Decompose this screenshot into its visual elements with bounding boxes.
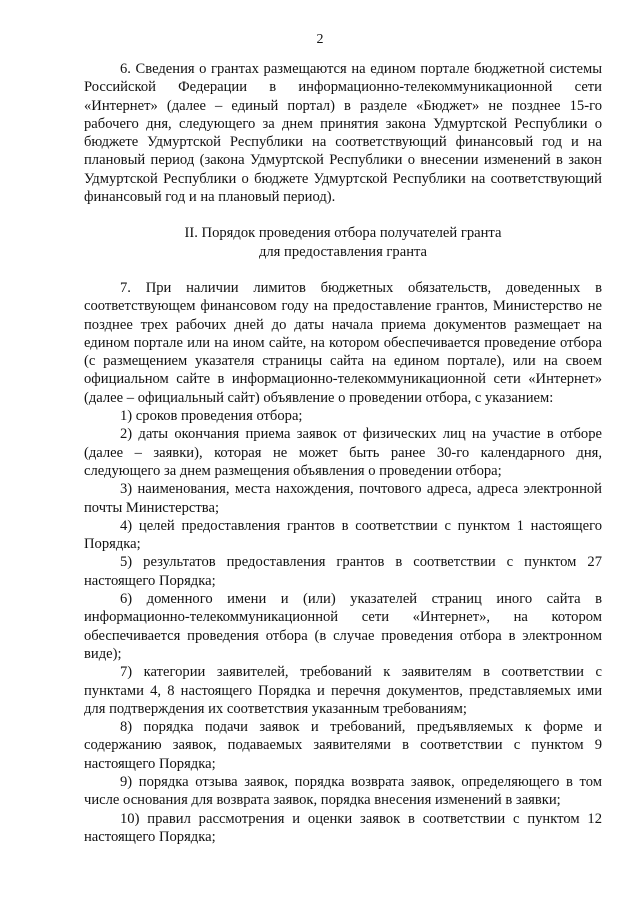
list-item-7: 7) категории заявителей, требований к заявителям в соответствии с пунктами 4, 8 настоящего Порядка и перечня документов, представляемых ими для подтверждения их соответствия указанным требованиям; <box>84 664 602 717</box>
list-item-6: 6) доменного имени и (или) указателей страниц иного сайта в информационно-телекоммуникационной сети «Интернет», на котором обеспечивается проведения отбора (в случае проведения отбора в электронном виде); <box>84 591 602 662</box>
section-heading-line-2: для предоставления гранта <box>258 243 428 260</box>
list-item-3: 3) наименования, места нахождения, почтового адреса, адреса электронной почты Министерства; <box>84 481 602 516</box>
paragraph-7: 7. При наличии лимитов бюджетных обязательств, доведенных в соответствующем финансовом году на предоставление грантов, Министерство не позднее трех рабочих дней до даты начала приема документов размещает на едином портале или на ином сайте, на котором обеспечивается проведение отбора (с размещением указателя страницы сайта на едином портале), или на своем официальном сайте в информационно-телекоммуникационной сети «Интернет» (далее – официальный сайт) объявление о проведении отбора, с указанием: <box>84 279 602 406</box>
section-heading-line-1: II. Порядок проведения отбора получателей гранта <box>184 225 502 242</box>
list-item-1: 1) сроков проведения отбора; <box>120 408 303 425</box>
list-item-8: 8) порядка подачи заявок и требований, предъявляемых к форме и содержанию заявок, подаваемых заявителями в соответствии с пунктом 9 настоящего Порядка; <box>84 719 602 772</box>
list-item-5: 5) результатов предоставления грантов в соответствии с пунктом 27 настоящего Порядка; <box>84 554 602 589</box>
document-body <box>84 60 602 846</box>
list-item-2: 2) даты окончания приема заявок от физических лиц на участие в отборе (далее – заявки), которая не может быть ранее 30-го календарного дня, следующего за днем размещения объявления о проведении отбора; <box>84 426 602 479</box>
section-heading <box>84 224 602 261</box>
paragraph-6: 6. Сведения о грантах размещаются на едином портале бюджетной системы Российской Федерации в информационно-телекоммуникационной сети «Интернет» (далее – единый портал) в разделе «Бюджет» не позднее 15-го рабочего дня, следующего за днем принятия закона Удмуртской Республики о бюджете Удмуртской Республики на соответствующий финансовый год и на плановый период (закона Удмуртской Республики о внесении изменений в закон Удмуртской Республики о бюджете Удмуртской Республики на соответствующий финансовый год и на плановый период). <box>84 61 602 206</box>
list-item-9: 9) порядка отзыва заявок, порядка возврата заявок, определяющего в том числе основания для возврата заявок, порядка внесения изменений в заявки; <box>84 773 602 809</box>
list-item-4: 4) целей предоставления грантов в соответствии с пунктом 1 настоящего Порядка; <box>84 517 602 553</box>
list-item-10: 10) правил рассмотрения и оценки заявок в соответствии с пунктом 12 настоящего Порядка; <box>84 810 602 845</box>
page-number: 2 <box>316 32 324 47</box>
